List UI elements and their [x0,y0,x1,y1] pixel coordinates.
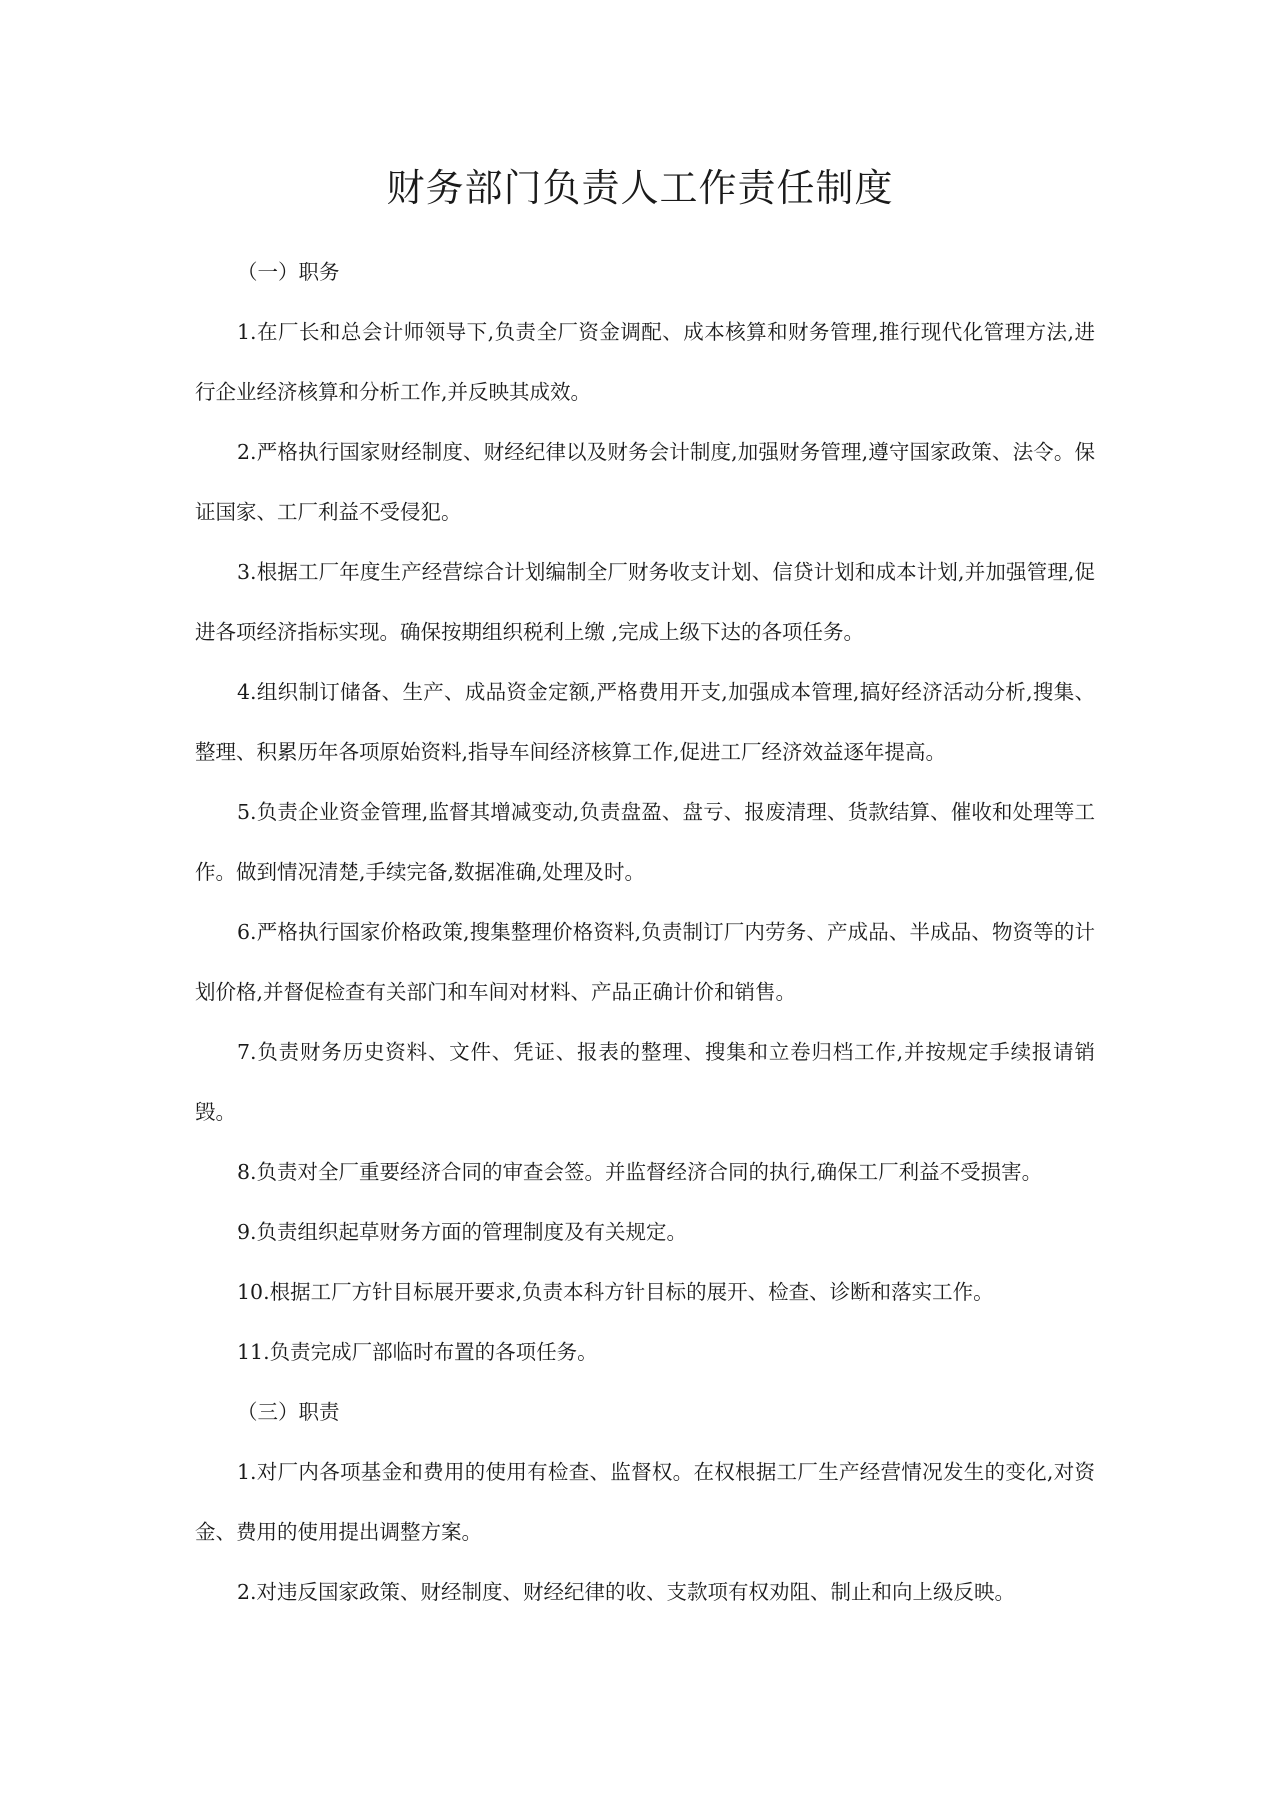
duty-item-11: 11.负责完成厂部临时布置的各项任务。 [237,1340,598,1364]
duty-item-6: 6.严格执行国家价格政策,搜集整理价格资料,负责制订厂内劳务、产成品、半成品、物资等的计划价格,并督促检查有关部门和车间对材料、产品正确计价和销售。 [195,920,1095,1004]
duty-item-3: 3.根据工厂年度生产经营综合计划编制全厂财务收支计划、信贷计划和成本计划,并加强管理,促进各项经济指标实现。确保按期组织税利上缴 ,完成上级下达的各项任务。 [195,560,1095,644]
section-heading-responsibilities: （三）职责 [237,1400,340,1424]
section-heading-duties: （一）职务 [237,260,340,284]
document-title: 财务部门负责人工作责任制度 [386,166,894,210]
duty-item-10: 10.根据工厂方针目标展开要求,负责本科方针目标的展开、检查、诊断和落实工作。 [237,1280,994,1304]
duty-item-1: 1.在厂长和总会计师领导下,负责全厂资金调配、成本核算和财务管理,推行现代化管理方法,进行企业经济核算和分析工作,并反映其成效。 [195,320,1095,404]
duty-item-2: 2.严格执行国家财经制度、财经纪律以及财务会计制度,加强财务管理,遵守国家政策、法令。保证国家、工厂利益不受侵犯。 [195,440,1095,524]
duty-item-4: 4.组织制订储备、生产、成品资金定额,严格费用开支,加强成本管理,搞好经济活动分析,搜集、整理、积累历年各项原始资料,指导车间经济核算工作,促进工厂经济效益逐年提高。 [195,680,1095,764]
document-body [195,242,1095,1622]
duty-item-7: 7.负责财务历史资料、文件、凭证、报表的整理、搜集和立卷归档工作,并按规定手续报请销毁。 [195,1040,1095,1124]
responsibility-item-1: 1.对厂内各项基金和费用的使用有检查、监督权。在权根据工厂生产经营情况发生的变化,对资金、费用的使用提出调整方案。 [195,1460,1095,1544]
duty-item-5: 5.负责企业资金管理,监督其增减变动,负责盘盈、盘亏、报废清理、货款结算、催收和处理等工作。做到情况清楚,手续完备,数据准确,处理及时。 [195,800,1095,884]
duty-item-8: 8.负责对全厂重要经济合同的审查会签。并监督经济合同的执行,确保工厂利益不受损害。 [237,1160,1043,1184]
duty-item-9: 9.负责组织起草财务方面的管理制度及有关规定。 [237,1220,688,1244]
responsibility-item-2: 2.对违反国家政策、财经制度、财经纪律的收、支款项有权劝阻、制止和向上级反映。 [237,1580,1016,1604]
